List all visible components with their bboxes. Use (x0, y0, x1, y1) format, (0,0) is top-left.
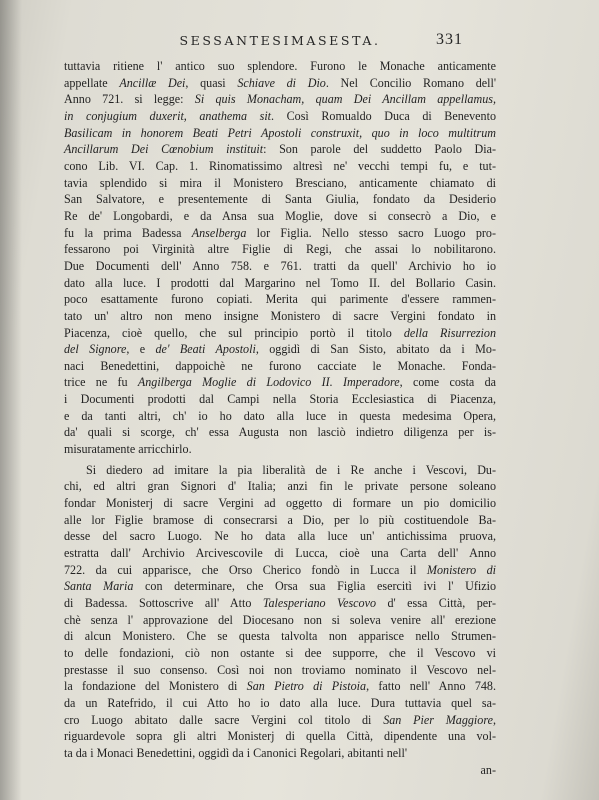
paragraph-1-line (64, 75, 496, 92)
paragraph-1-line (64, 391, 496, 408)
text-run: to delle fondazioni, ciò non ostante si dee supporre, che il Vescovo vi (64, 645, 496, 660)
paragraph-1-line (64, 441, 496, 458)
paragraph-2-line (64, 595, 496, 612)
italic-text: Monistero di (426, 562, 496, 577)
paragraph-1 (64, 58, 496, 458)
paragraph-1-line (64, 275, 496, 292)
paragraph-1-line (64, 408, 496, 425)
italic-text: Anselberga (191, 225, 247, 240)
paragraph-2-line (64, 545, 496, 562)
paragraph-2-line (64, 562, 496, 579)
text-run: e da tanti altri, ch' io ho dato alla luce in questa medesima Opera, (64, 408, 496, 423)
text-run: tavia splendido si mira il Monistero Bresciano, anticamente chiamato di (64, 175, 496, 190)
paragraph-2-line (64, 728, 496, 745)
paragraph-2-line (64, 528, 496, 545)
text-run: chè senza l' approvazione del Diocesano non si soleva venire all' erezione (64, 612, 496, 627)
text-run: ta da i Monaci Benedettini, oggidì da i Canonici Regolari, abitanti nell' (64, 745, 408, 760)
text-run: fessarono poi Virginità altre Figlie di Regi, che assai lo nobilitarono. (64, 242, 496, 257)
text-run: desse del sacro Luogo. Ne ho data alla luce un' antichissima pruova, (64, 529, 496, 544)
text-run: dato alla luce. I prodotti dal Margarino nel Tomo II. del Bollario Casin. (64, 275, 496, 290)
paragraph-1-line (64, 225, 496, 242)
paragraph-2-line (64, 645, 496, 662)
text-run: d' essa Città, per- (376, 596, 496, 610)
text-run: , come costa da (399, 375, 496, 390)
text-run: , oggidì di San Sisto, abitato da i Mo- (255, 342, 496, 357)
text-run: con determinare, che Orsa sua Figlia esercitì ivi l' Ufizio (133, 579, 497, 594)
body-text (64, 58, 496, 778)
text-run: riguardevole sopra gli altri Monisterj di quella Città, dipendente una vol- (64, 729, 496, 744)
text-run: misuratamente arricchirlo. (64, 442, 192, 457)
paragraph-2-line (64, 695, 496, 712)
text-run: tuttavia ritiene l' antico suo splendore. Furono le Monache anticamente (64, 59, 496, 73)
italic-text: San Pietro di Pistoia (246, 679, 367, 694)
italic-text: Angilberga Moglie di Lodovico II. Imperadore (137, 375, 400, 390)
paragraph-1-line (64, 175, 496, 192)
paragraph-2 (64, 462, 496, 762)
text-run: poco esattamente furono copiati. Merita qui parimente d'essere rammen- (64, 292, 496, 307)
italic-text: Basilicam in honorem Beati Petri Apostoli construxit, quo in loco multitrum (64, 125, 496, 140)
paragraph-1-line (64, 58, 496, 75)
text-run: Due Documenti dell' Anno 758. e 761. tratti da quell' Archivio ho io (64, 258, 496, 273)
paragraph-1-line (64, 158, 496, 175)
text-run: cro Luogo abitato dalle sacre Vergini col titolo di (64, 712, 384, 727)
paragraph-2-line (64, 512, 496, 529)
italic-text: in conjugium duxerit, anathema sit (64, 108, 272, 123)
paragraph-1-line (64, 291, 496, 308)
paragraph-1-line (64, 258, 496, 275)
paragraph-1-line (64, 358, 496, 375)
paragraph-2-line (64, 662, 496, 679)
text-run: Anno 721. si legge: (64, 92, 195, 107)
text-run: i Documenti prodotti dal Campi nella Storia Ecclesiastica di Piacenza, (64, 392, 496, 407)
catchword: an- (480, 762, 496, 777)
text-run: . Così Romualdo Duca di Benevento (271, 108, 496, 123)
text-run: Si diedero ad imitare la pia liberalità de i Re anche i Vescovi, Du- (86, 462, 496, 477)
paragraph-2-line (64, 578, 496, 595)
paragraph-1-line (64, 241, 496, 258)
text-run: di Badessa. Sottoscrive all' Atto (64, 596, 263, 610)
text-run: . Nel Concilio Romano dell' (325, 75, 497, 90)
paragraph-2-line (64, 495, 496, 512)
text-run: tato un' altro non meno insigne Monistero di sacre Vergini fondato in (64, 308, 496, 323)
paragraph-2-line (64, 712, 496, 729)
text-run: da' quali si scorge, ch' essa Augusta non lasciò indietro diligenza per is- (64, 425, 496, 440)
italic-text: Schiave di Dio (237, 75, 326, 90)
text-run: , e (126, 342, 156, 357)
text-run: estratta dall' Archivio Arcivescovile di Lucca, cioè una Carta dell' Anno (64, 546, 496, 561)
text-run: naci Benedettini, dappoichè ne furono cacciate le Monache. Fonda- (64, 358, 496, 373)
text-run: San Salvatore, e presentemente di Santa Giulia, fondato da Desiderio (64, 192, 496, 207)
text-run: fu la prima Badessa (64, 225, 192, 240)
italic-text: del Signore (64, 342, 127, 357)
paragraph-1-line (64, 91, 496, 108)
text-run: lor Figlia. Nello stesso sacro Luogo pro- (246, 225, 496, 240)
paragraph-2-line (64, 612, 496, 629)
text-run: trice ne fu (64, 375, 138, 390)
paragraph-1-line (64, 191, 496, 208)
paragraph-2-line (64, 745, 496, 762)
italic-text: Santa Maria (64, 579, 134, 594)
paragraph-1-line (64, 125, 496, 142)
paragraph-1-line (64, 325, 496, 342)
text-run: cono Lib. VI. Cap. 1. Rinomatissimo altresì ne' vecchi tempi fu, e tut- (64, 158, 496, 173)
italic-text: Talesperiano Vescovo (262, 596, 377, 610)
italic-text: della Risurrezion (403, 325, 496, 340)
text-run: , fatto nell' Anno 748. (366, 679, 496, 694)
paragraph-1-line (64, 308, 496, 325)
text-run: da un Ratefrido, il cui Atto ho io dato alla luce. Dura tuttavia quel sa- (64, 695, 496, 710)
paragraph-1-line (64, 141, 496, 158)
text-run: fondar Monisterj di sacre Vergini ad oggetto di formare un pio domicilio (64, 496, 496, 511)
text-run: di alcun Monistero. Che se questa talvolta non apparisce nello Strumen- (64, 629, 496, 644)
paragraph-1-line (64, 108, 496, 125)
paragraph-2-line (64, 628, 496, 645)
text-run: : Son parole del suddetto Paolo Dia- (263, 142, 496, 157)
paragraph-1-line (64, 208, 496, 225)
running-title: SESSANTESIMASESTA. (179, 33, 381, 48)
paragraph-2-line (64, 462, 496, 479)
paragraph-1-line (64, 374, 496, 391)
paragraph-2-line (64, 678, 496, 695)
paragraph-1-line (64, 424, 496, 441)
italic-text: Ancillæ Dei (119, 75, 186, 90)
text-run: la fondazione del Monistero di (64, 679, 247, 694)
page-number: 331 (436, 31, 463, 48)
text-run: appellate (64, 75, 120, 90)
paragraph-2-line (64, 478, 496, 495)
paragraph-1-line (64, 341, 496, 358)
text-run: , quasi (185, 75, 238, 90)
text-run: prestasse il suo consenso. Così noi non troviamo nominato il Vescovo nel- (64, 662, 496, 677)
text-run: alle lor Figlie bramose di consecrarsi a Dio, per lo più costituendole Ba- (64, 512, 496, 527)
text-run: Piacenza, cioè quello, che sul principio portò il titolo (64, 325, 404, 340)
italic-text: San Pier Maggiore (383, 712, 493, 727)
italic-text: Si quis Monacham, quam Dei Ancillam appellamus, (194, 92, 496, 107)
italic-text: Ancillarum Dei Cœnobium instituit (64, 142, 264, 157)
text-run: chi, ed altri gran Signori d' Italia; anzi fin le private persone soleano (64, 479, 496, 494)
italic-text: de' Beati Apostoli (155, 342, 256, 357)
text-run: 722. da cui apparisce, che Orso Cherico fondò in Lucca il (64, 562, 427, 577)
text-run: Re de' Longobardi, e da Ansa sua Moglie, dove si consecrò a Dio, e (64, 208, 496, 223)
text-run: , (492, 712, 496, 727)
